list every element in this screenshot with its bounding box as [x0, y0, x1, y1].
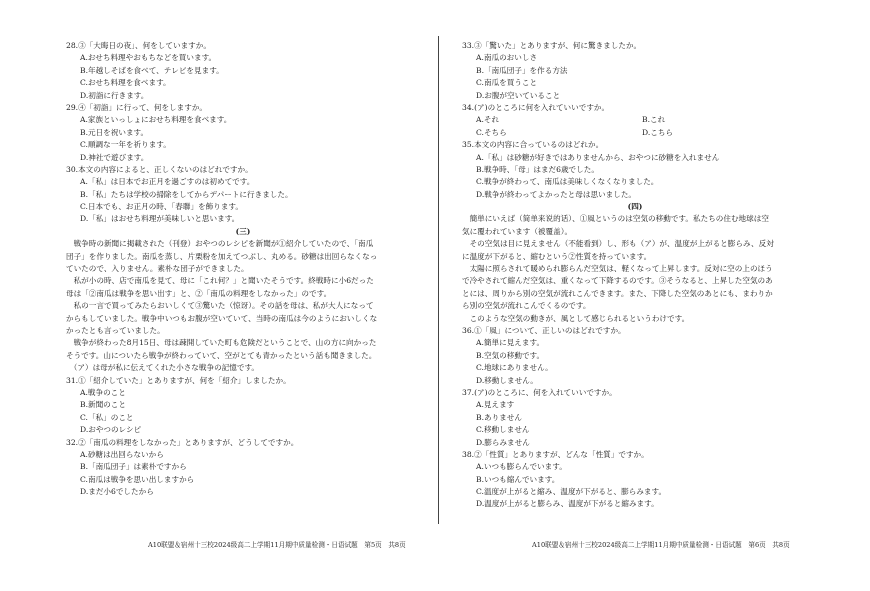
option-item: D.戦争が終わってよかったと母は思いました。	[476, 189, 637, 199]
option-item: A.南瓜のおいしさ	[476, 53, 538, 63]
option-item: A.戦争のこと	[80, 387, 126, 397]
option-item: B.「南瓜団子」を作る方法	[476, 65, 568, 75]
option-item: D.こちら	[642, 127, 674, 137]
passage-line: ていたので、入りません。素朴な団子ができました。	[66, 264, 249, 274]
option-item: D.初詣に行きます。	[80, 90, 149, 100]
option-item: B.ありません	[476, 412, 522, 422]
passage-line: 気に覆われています（被覆盖）。	[462, 226, 573, 236]
option-item: A.おせち料理やおもちなどを買います。	[80, 53, 217, 63]
footer-left: A10联盟＆宿州十三校2024级高二上学期11月期中质量检测・日语试题 第5页 共8页	[148, 541, 406, 549]
option-item: D.お腹が空いていること	[476, 90, 561, 100]
option-item: A.見えます	[476, 400, 515, 410]
option-item: D.「私」はおせち料理が美味しいと思います。	[80, 214, 240, 224]
option-item: B.戦争時、「母」はまだ6歳でした。	[476, 164, 599, 174]
option-item: D.温度が上がると膨らみ、温度が下がると縮みます。	[476, 499, 659, 509]
question: 32.②「南瓜の料理をしなかった」とありますが、どうしてですか。	[66, 437, 299, 447]
option-item: C.おせち料理を食べます。	[80, 78, 171, 88]
passage-line: このような空気の動きが、風として感じられるというわけです。	[462, 313, 690, 323]
question: 36.①「風」について、正しいのはどれですか。	[462, 325, 626, 335]
option-item: C.地球にありません。	[476, 363, 553, 373]
question: 28.③「大晦日の夜」、何をしていますか。	[66, 41, 211, 50]
option-item: C.戦争が終わって、南瓜は美味しくなくなりました。	[476, 177, 659, 187]
passage-line: 戦争時の新聞に掲載された（刊登）おやつのレシピを新聞が①紹介していたので、「南瓜	[66, 239, 374, 249]
question: 35.本文の内容に合っているのはどれか。	[462, 140, 604, 150]
option-item: B.空気の移動です。	[476, 350, 545, 360]
passage-line: その空気は目に見えません（不能看到）し、形も（ア）が、温度が上がると膨らみ、反対	[462, 239, 774, 249]
passage-line: 私の一言で買ってみたらおいしくて③驚いた（惊讶）。その話を母は、私が大人になって	[66, 301, 374, 311]
option-item: A.いつも膨らんでいます。	[476, 462, 567, 472]
option-item: D.膨らみません	[476, 437, 530, 447]
option-item: A.それ	[476, 115, 500, 125]
passage-line: 戦争が終わった8月15日、母は疎開していた町も危険だということで、山の方に向かった	[66, 338, 377, 348]
section-heading: (四)	[627, 202, 643, 212]
passage-line: そうです。山についたら戦争が終わっていて、空がとても青かったという話も聞きました。	[66, 350, 377, 360]
passage-line: 簡単にいえば（简单来说的话）、①風というのは空気の移動です。私たちの住む地球は空	[462, 214, 769, 224]
option-item: D.おやつのレシピ	[80, 425, 142, 435]
option-item: B.「私」たちは学校の掃除をしてからデパートに行きました。	[80, 189, 293, 199]
footer-right: A10联盟＆宿州十三校2024级高二上学期11月期中质量检测・日语试题 第6页 共8页	[532, 541, 790, 549]
option-item: C.日本でも、お正月の時、「春聯」を飾ります。	[80, 202, 244, 212]
left-column	[66, 40, 420, 498]
option-item: C.「私」のこと	[80, 412, 134, 422]
option-item: D.神社で遊びます。	[80, 152, 149, 162]
option-item: C.温度が上がると縮み、温度が下がると、膨らみます。	[476, 487, 667, 497]
question: 30.本文の内容によると、正しくないのはどれですか。	[66, 164, 253, 174]
option-item: B.いつも縮んでいます。	[476, 474, 560, 484]
option-item: D.まだ小6でしたから	[80, 487, 154, 497]
right-column	[462, 40, 808, 511]
option-item: A.家族といっしょにおせち料理を食べます。	[80, 115, 232, 125]
question: 33.③「驚いた」とありますが、何に驚きましたか。	[462, 41, 642, 50]
passage-line: に温度が下がると、縮むという②性質を持っています。	[462, 251, 652, 261]
option-item: D.移動しません。	[476, 375, 538, 385]
option-row	[462, 127, 808, 139]
option-item: B.「南瓜団子」は素朴ですから	[80, 462, 187, 472]
option-item: A.砂糖は出回らないから	[80, 449, 164, 459]
passage-line: （ア）は母が私に伝えてくれた小さな戦争の記憶です。	[66, 363, 260, 373]
passage-line: とには、周りから別の空気が流れこんできます。また、下降した空気のあとにも、まわりか	[462, 288, 773, 298]
passage-line: かったとも言っていました。	[66, 325, 165, 335]
question: 29.④「初詣」に行って、何をしますか。	[66, 102, 208, 112]
passage-line: 太陽に照らされて暖められ膨らんだ空気は、軽くなって上昇します。反対に空の上のほう	[462, 264, 773, 274]
option-item: B.これ	[642, 115, 666, 125]
column-divider	[438, 36, 439, 524]
option-item: B.新聞のこと	[80, 400, 126, 410]
question: 34.(ア)のところに何を入れていいですか。	[462, 102, 610, 112]
passage-line: からもしていました。戦争中いつもお腹が空いていて、当時の南瓜は今のようにおいしくな	[66, 313, 378, 323]
passage-line: 団子」を作りました。南瓜を蒸し、片栗粉を加えてつぶし、丸める。砂糖は出回らなくなっ	[66, 251, 378, 261]
question: 38.②「性質」とありますが、どんな「性質」ですか。	[462, 449, 649, 459]
passage-line: ら別の空気が流れこんでくるのです。	[462, 301, 591, 311]
question: 37.(ア)のところに、何を入れていいですか。	[462, 387, 617, 397]
option-item: A.「私」は日本でお正月を過ごすのは初めてです。	[80, 177, 255, 187]
option-item: C.移動しません	[476, 425, 530, 435]
option-item: B.元日を祝います。	[80, 127, 149, 137]
option-item: C.順調な一年を祈ります。	[80, 140, 171, 150]
option-item: A.簡単に見えます。	[476, 338, 545, 348]
section-heading: (三)	[235, 226, 251, 236]
option-item: C.南瓜を買うこと	[476, 78, 538, 88]
passage-line: 母は「②南瓜は戦争を思い出す」と、②「南瓜の料理をしなかった」のです。	[66, 288, 332, 298]
option-item: C.そちら	[476, 127, 507, 137]
passage-line: 私が小の時、店で南瓜を見て、母に「これ何？」と聞いたそうです。終戦時に小6だった	[66, 276, 374, 286]
passage-line: で冷やされて縮んだ空気は、重くなって下降するのです。③そうなると、上昇した空気のあ	[462, 276, 773, 286]
option-item: C.南瓜は戦争を思い出しますから	[80, 474, 195, 484]
question: 31.①「紹介していた」とありますが、何を「紹介」しましたか。	[66, 375, 291, 385]
option-item: A.「私」は砂糖が好きではありませんから、おやつに砂糖を入れません	[476, 152, 720, 162]
option-row	[462, 114, 808, 126]
option-item: B.年越しそばを食べて、テレビを見ます。	[80, 65, 224, 75]
